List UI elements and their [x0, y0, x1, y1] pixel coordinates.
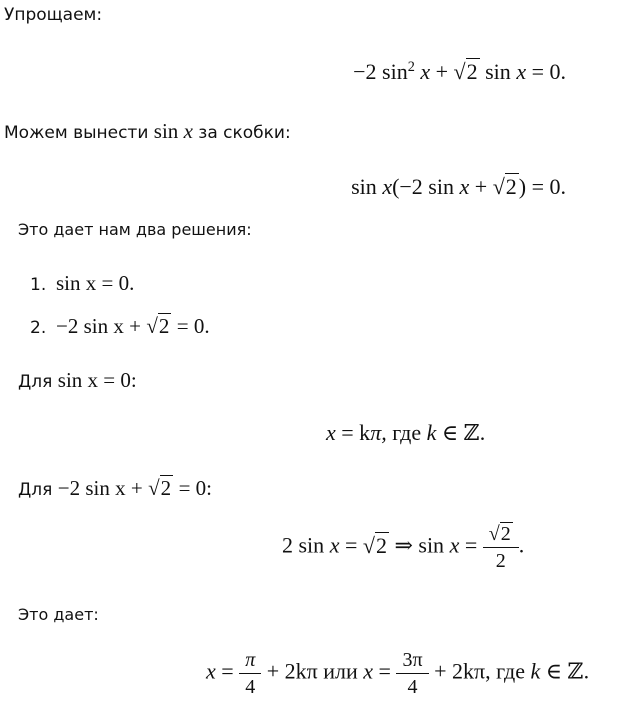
sqrt-symbol: √2: [146, 314, 170, 338]
eq1-sin: sin: [485, 59, 511, 84]
eq4-part: 2 sin: [282, 532, 325, 558]
eq1-plus: +: [435, 59, 449, 84]
equation-factored: [0, 173, 566, 200]
solutions-intro: Это дает нам два решения:: [18, 220, 252, 239]
eq3-pi: π,: [370, 420, 387, 445]
list-item: [30, 313, 210, 339]
eq4-var: x: [449, 532, 460, 558]
eq2-plus: +: [474, 174, 488, 199]
case-2-label: [18, 475, 212, 501]
sqrt-radicand: 2: [375, 532, 387, 558]
case-math: −2 sin x +: [57, 476, 143, 500]
eq1-var: x: [516, 59, 527, 84]
eq5-var: x: [206, 658, 216, 684]
list-math: = 0.: [176, 314, 210, 338]
eq1-exponent: 2: [407, 59, 415, 76]
result-intro: Это дает:: [18, 605, 99, 624]
eq5-eq: =: [221, 658, 234, 684]
eq2-sin: sin: [351, 174, 377, 199]
case-label: Для: [18, 372, 53, 392]
sqrt-radicand: 2: [505, 174, 517, 199]
fraction-numerator: √2: [488, 523, 511, 545]
eq3-var: x: [326, 420, 336, 445]
eq2-var: x: [382, 174, 393, 199]
eq4-eq: =: [344, 532, 358, 558]
sqrt-radicand: 2: [158, 314, 170, 338]
fraction: [242, 648, 258, 699]
list-math: −2 sin x +: [56, 314, 141, 338]
eq4-eq: =: [464, 532, 478, 558]
fraction-denominator: 2: [483, 547, 519, 573]
equation-solution-1: [326, 420, 485, 446]
sqrt-radicand: 2: [500, 523, 511, 545]
sqrt-symbol: √2: [148, 476, 172, 500]
eq3-eq: = k: [341, 420, 371, 445]
eq4-implies: ⇒ sin: [394, 532, 445, 558]
factor-after: за скобки:: [198, 123, 291, 143]
eq2-rhs: ) = 0.: [518, 174, 566, 199]
eq5-set: ∈ ℤ.: [545, 658, 590, 684]
list-number: 1.: [30, 275, 47, 295]
eq5-or: или: [323, 658, 358, 684]
sqrt-radicand: 2: [466, 59, 478, 84]
fraction-numerator: π: [245, 649, 256, 671]
eq5-where: где: [496, 658, 525, 684]
case-math: = 0:: [178, 476, 213, 500]
sqrt-symbol: √2: [362, 532, 387, 558]
fraction-denominator: 4: [239, 673, 261, 699]
equation-final: [206, 648, 589, 699]
case-label: Для: [18, 480, 53, 500]
eq1-var: x: [420, 59, 431, 84]
eq5-eq: =: [378, 658, 391, 684]
sqrt-radicand: 2: [160, 476, 172, 500]
eq2-paren: (−2 sin: [392, 174, 454, 199]
eq3-k: k: [426, 420, 437, 445]
fraction: [486, 522, 516, 573]
factor-text: [4, 120, 291, 144]
equation-simplified: [0, 58, 566, 85]
eq3-set: ∈ ℤ.: [441, 420, 486, 445]
eq5-var: x: [363, 658, 374, 684]
eq1-rhs: = 0.: [531, 59, 566, 84]
equation-solution-2: [282, 522, 524, 573]
fraction-denominator: 4: [396, 673, 428, 699]
list-item: [30, 272, 134, 296]
eq4-period: .: [518, 532, 525, 558]
case-math: sin x = 0:: [57, 368, 137, 392]
case-1-label: [18, 369, 137, 393]
eq1-part: −2 sin: [353, 59, 408, 84]
eq5-term: + 2kπ: [266, 658, 318, 684]
fraction: [399, 648, 425, 699]
eq4-var: x: [329, 532, 340, 558]
fraction-numerator: 3π: [402, 649, 423, 671]
intro-text: Упрощаем:: [4, 5, 103, 25]
eq5-term: + 2kπ,: [434, 658, 491, 684]
eq3-where: где: [392, 420, 422, 445]
eq5-k: k: [530, 658, 541, 684]
factor-math: sin x: [153, 119, 193, 143]
list-number: 2.: [30, 318, 47, 338]
list-math: sin x = 0.: [56, 271, 135, 295]
factor-before: Можем вынести: [4, 123, 149, 143]
eq2-var: x: [459, 174, 470, 199]
sqrt-symbol: √2: [453, 59, 478, 84]
sqrt-symbol: √2: [492, 174, 517, 199]
